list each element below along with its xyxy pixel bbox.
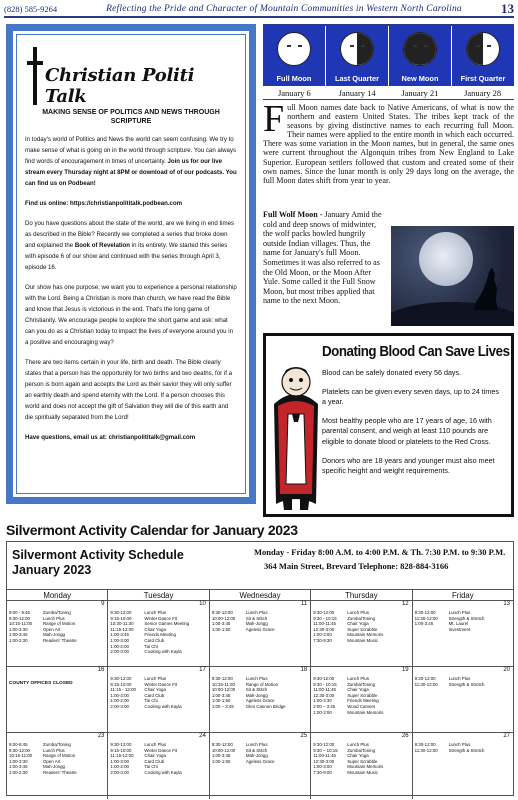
activity-item: 1:00-1:50 Ageless Grace: [211, 758, 275, 764]
activity-item: 2:00 – 3:45 Wood Carvers: [313, 703, 376, 709]
day-number: 9: [101, 601, 105, 607]
day-headers: [7, 589, 513, 601]
calendar-grid: [7, 589, 513, 799]
activity-item: 7:30-9:00 Mountain Music: [313, 769, 378, 775]
activity-item: 1:00-3:45 Mt. Laurel: [414, 621, 469, 627]
activity-item: 9:30-12:00 Lunch Plus: [313, 676, 369, 681]
day-header-wednesday: Wednesday: [210, 590, 311, 600]
day-number: 10: [199, 601, 206, 607]
day-header-thursday: Thursday: [311, 590, 412, 600]
calendar-day: [413, 733, 513, 799]
schedule-title: Silvermont Activity Schedule January 2023: [12, 548, 184, 577]
day-number: 13: [503, 601, 511, 607]
activity-item: 12:30-3:00 Super Scrabble: [313, 626, 378, 632]
activity-calendar: [6, 541, 514, 796]
calendar-header: [7, 542, 513, 589]
cpt-livestream-text: Join us for our live stream every Thursday night at 8PM or download of of our podcasts. You can find us on Podbean!: [25, 158, 237, 187]
cpt-paragraph-4: Our show has one purpose; we want you to experience a personal relationship with the Lord. Being a Christian is more than church, we have read the Bible and know that Jesus is victorious in the end. That's the long game of Christianity. We encourage people to explore the short game and ask: what can you do as a Christian today to impact the lives of everyone around you in a positive and encouraging way?: [25, 284, 237, 346]
calendar-week: [7, 601, 513, 667]
activity-item: 9:30 - 10:15 Zumba/Toning: [313, 681, 376, 687]
activity-item: 1:00-2:30 Readers' Theatre: [9, 637, 77, 643]
activity-item: 11:15-12:00 Chair Yoga: [110, 753, 166, 759]
activity-item: 11:00-11:45 Chair Yoga: [313, 753, 369, 759]
calendar-day: [7, 733, 108, 799]
moon-phase-date: January 21: [401, 87, 439, 98]
activity-item: 9:30 - 10:15 Zumba/Toning: [313, 615, 376, 621]
activity-item: 1:00-2:00 Tai Chi: [110, 698, 158, 704]
calendar-day: [210, 733, 311, 799]
activity-item: 9:15-10:00 Winter Dance Fit: [110, 747, 178, 753]
activity-item: 1:00-1:50 Ageless Grace: [211, 698, 275, 704]
activity-item: 9:30-12:00 Lunch Plus: [313, 610, 369, 615]
activity-item: 1:00-2:00 Tai Chi: [110, 643, 158, 649]
activity-item: 2:00-3:00 Cooking with Kayla: [110, 649, 182, 655]
calendar-day: [311, 667, 412, 732]
day-number: 18: [300, 667, 308, 673]
activity-item: 10:00-12:00 Sit & Stitch: [211, 687, 268, 693]
activity-item: 10:00-12:00 Sit & Stitch: [211, 747, 268, 753]
activity-item: Investment: [448, 626, 471, 632]
activity-item: 10:00-12:00 Sit & Stitch: [211, 615, 268, 621]
activity-item: 1:00-2:00 Tai Chi: [110, 764, 158, 770]
calendar-week: [7, 733, 513, 799]
activity-item: 9:30-12:00 Lunch Plus: [110, 676, 167, 681]
activity-item: 1:00-3:00 Mountain Memoirs: [313, 709, 384, 715]
activity-item: 1:00-3:00 Mountain Memoirs: [313, 632, 384, 638]
moon-phase-label: First Quarter: [460, 74, 506, 83]
day-number: 24: [199, 733, 206, 739]
day-header-friday: Friday: [451, 591, 474, 600]
activity-item: 9:15-10:00 Winter Dance Fit: [110, 681, 178, 687]
activity-item: 9:30-12:00 Lunch Plus: [9, 747, 65, 753]
activity-item: 1:00-3:00 Card Club: [110, 758, 165, 764]
calendar-day: [311, 601, 412, 666]
activity-item: 10:15-11:00 Range of Motion: [211, 681, 279, 687]
cpt-paragraph-6[interactable]: Have questions, email us at: christianpolititalk@gmail.com: [25, 434, 196, 441]
activity-item: 9:30-12:00 Lunch Plus: [313, 742, 369, 747]
moon-phase-date: January 28: [464, 87, 502, 98]
activity-item: 1:00-3:00 Mountain Memoirs: [313, 764, 384, 770]
activity-item: 12:30-3:00 Super Scrabble: [313, 692, 378, 698]
header-phone: (828) 585-9264: [4, 4, 58, 14]
blood-fact-2: Platelets can be given every seven days, up to 24 times a year.: [322, 386, 499, 407]
activity-item: 2:00-3:00 Cooking with Kayla: [110, 769, 182, 775]
activity-item: 9:30-12:00 Lunch Plus: [414, 742, 471, 747]
moon-phase-first: [452, 26, 514, 86]
calendar-day: [413, 601, 513, 666]
wolf-moon-image: [391, 226, 514, 326]
article-body: ull Moon names date back to Native Americans, of what is now the northern and eastern United States. The tribes kept track of the seasons by giving distinctive names to each recurring full Moon. Their names were applied to the entire month in which each occurred. There was some variation in the Moon names, but in general, the same ones were current throughout the Algonquin tribes from New England to Lake Superior. European settlers followed that custom and created some of their own names. Since the lunar month is only 29 days long on the average, the full Moon dates shift from year to year.: [263, 103, 514, 185]
activity-item: 9:30-12:00 Lunch Plus: [211, 742, 268, 747]
schedule-hours: Monday - Friday 8:00 A.M. to 4:00 P.M. & Th. 7:30 P.M. to 9:30 P.M.: [254, 547, 506, 557]
blood-title: Donating Blood Can Save Lives: [322, 344, 510, 360]
cpt-logo: [25, 41, 237, 105]
moon-phase-label: Full Moon: [276, 74, 312, 83]
activity-item: 10:15-11:00 Range of Motion: [9, 753, 76, 759]
activity-item: 11:30-12:00 Strength & Stretch: [414, 681, 485, 687]
activity-item: 10:30-11:30 Senior Games Meeting: [110, 621, 190, 627]
activity-item: 9:00-9:45 Zumba/Toning: [9, 742, 71, 747]
activity-item: 11:30-12:00 Strength & Stretch: [414, 615, 485, 621]
howling-wolf-icon: [470, 268, 500, 310]
activity-item: 1:00-3:45 Mah-Jongg: [211, 753, 268, 759]
activity-item: 1:00-3:45 Mah-Jongg: [9, 632, 65, 638]
day-number: 17: [199, 667, 206, 673]
full-moon-icon: [277, 32, 311, 66]
schedule-info: [254, 545, 505, 573]
page-number: 13: [501, 1, 514, 16]
article-dropcap: F: [263, 98, 285, 140]
activity-item: 9:30-12:00 Lunch Plus: [211, 610, 268, 615]
moon-phase-label: New Moon: [401, 74, 439, 83]
cpt-paragraph-3: Do you have questions about the state of the world, are we living in end times as described in the Bible? Recently we completed a series that broke down and explained the Book of Revelation in its entirety. We started this series with episode 6 of our show and continued with the series through April 3, episode 16.: [25, 220, 235, 271]
activity-item: 11:00-11:45 Chair Yoga: [313, 687, 369, 693]
day-number: 20: [503, 667, 511, 673]
activity-item: 1:00-3:45 Mah-Jongg: [211, 621, 268, 627]
activity-item: 11:15 - 12:00 Chair Yoga: [110, 687, 166, 693]
moon-phase-new: [389, 26, 452, 86]
activity-item: 9:30-12:00 Lunch Plus: [414, 610, 471, 615]
calendar-day: [210, 667, 311, 732]
day-number: 12: [401, 601, 409, 607]
activity-item: 9:15-10:00 Winter Dance Fit: [110, 615, 178, 621]
moon-phase-date: January 6: [277, 87, 311, 98]
activity-item: 9:30 – 10:15 Zumba/Toning: [313, 747, 376, 753]
activity-item: 1:00-3:00 Card Club: [110, 637, 165, 643]
moon-phase-full: [263, 26, 326, 86]
page-header: [4, 2, 514, 18]
activity-item: 1:00-1:50 Ageless Grace: [211, 626, 275, 632]
header-tagline: Reflecting the Pride and Character of Mountain Communities in Western North Carolina: [106, 4, 462, 14]
blood-fact-3: Most healthy people who are 17 years of age, 16 with parental consent, and weigh at least 110 pounds are eligible to donate blood or platelets to the Red Cross.: [322, 415, 492, 446]
wolf-moon-title: Full Wolf Moon: [263, 210, 318, 219]
closed-notice: COUNTY OFFICES CLOSED: [9, 681, 73, 686]
day-number: 27: [503, 733, 511, 739]
calendar-day: [210, 601, 311, 666]
activity-item: 9:30-12:00 Lunch Plus: [110, 610, 167, 615]
moon-icon: [419, 232, 473, 286]
day-number: 23: [97, 733, 105, 739]
calendar-day: [413, 667, 513, 732]
day-header-monday: Monday: [7, 590, 108, 600]
activity-item: 11:30-12:00 Strength & Stretch: [414, 747, 485, 753]
activity-item: 10:15-11:00 Range of Motion: [9, 621, 76, 627]
moon-phase-date: January 14: [338, 87, 376, 98]
calendar-day: [108, 601, 209, 666]
activity-item: 11:00-11:45 Chair Yoga: [313, 621, 369, 627]
activity-item: 9:30-12:00 Lunch Plus: [110, 742, 167, 747]
moon-phase-label: Last Quarter: [335, 74, 379, 83]
activity-item: 1:00 – 3:45 Glen Cannon Bridge: [211, 703, 286, 709]
activity-item: 1:00-3:30 Open Art: [9, 758, 61, 764]
first-moon-icon: [466, 32, 500, 66]
moon-phase-dates: [263, 86, 514, 100]
activity-item: 7:30-9:30 Mountain Music: [313, 637, 378, 643]
cpt-paragraph-1: In today's world of Politics and News the world can seem confusing. We try to make sense of what is going on in the world through scripture. You can always find words of encouragement in times of uncertainty. Join us for our live stream every Thursday night at 8PM or download of of our podcasts. You can find us on Podbean!: [25, 136, 237, 187]
activity-item: 9:30-12:00 Lunch Plus: [9, 615, 65, 621]
moon-article: [263, 98, 514, 185]
cpt-paragraph-2[interactable]: Find us online: https://christianpolititalk.podbean.com: [25, 200, 183, 207]
calendar-section-title: Silvermont Activity Calendar for January 2023: [6, 522, 298, 538]
calendar-day: [108, 667, 209, 732]
activity-item: 1:00-3:00 Card Club: [110, 692, 165, 698]
activity-item: 1:00-3:30 Open Art: [9, 626, 61, 632]
activity-item: 9:30-12:00 Lunch Plus: [211, 676, 268, 681]
activity-item: 1:00-2:30 Readers' Theatre: [9, 769, 77, 775]
moon-phase-images: [263, 26, 514, 86]
activity-item: 2:00-3:00 Cooking with Kayla: [110, 703, 182, 709]
moon-phase-last: [326, 26, 389, 86]
calendar-day: [7, 667, 108, 732]
cross-icon: [27, 47, 43, 105]
calendar-day: [311, 733, 412, 799]
blood-fact-1: Blood can be safely donated every 56 days.: [322, 368, 462, 377]
new-moon-icon: [403, 32, 437, 66]
activity-item: 12:30-3:00 Super Scrabble: [313, 758, 378, 764]
wolf-moon-section: [263, 210, 514, 330]
christian-politi-talk-ad: [6, 24, 256, 504]
activity-item: 9:00 - 9:45 Zumba/Toning: [9, 610, 71, 615]
activity-item: 1:00-3:45 Mah-Jongg: [9, 764, 65, 770]
activity-item: 11:15-12:00 Chair Yoga: [110, 626, 166, 632]
schedule-address: 364 Main Street, Brevard Telephone: 828-884-3166: [264, 561, 449, 571]
blood-fact-4: Donors who are 18 years and younger must also meet specific height and weight requirements.: [322, 455, 495, 476]
activity-item: 9:30-12:00 Lunch Plus: [414, 676, 471, 681]
calendar-week: [7, 667, 513, 733]
vampire-icon: [270, 344, 322, 514]
day-number: 26: [401, 733, 409, 739]
wolf-moon-text: Full Wolf Moon - January Amid the cold and deep snows of midwinter, the wolf packs howled hungrily outside Indian villages. Thus, the name for January's full Moon. Sometimes it was also referred to as the Old Moon, or the Moon After Yule. Some called it the Full Snow Moon, but most tribes applied that name to the next Moon.: [263, 210, 382, 306]
calendar-day: [108, 733, 209, 799]
day-number: 25: [300, 733, 308, 739]
cpt-logo-text: Christian Politi Talk: [45, 65, 195, 107]
activity-item: 1:00-3:30 Friends Meeting: [313, 698, 379, 704]
cpt-subtitle: MAKING SENSE OF POLITICS AND NEWS THROUGH SCRIPTURE: [42, 107, 220, 125]
day-number: 11: [300, 601, 308, 607]
day-number: 16: [97, 667, 105, 673]
day-number: 19: [401, 667, 409, 673]
activity-item: 1:00-3:45 Mah-Jongg: [211, 692, 268, 698]
last-moon-icon: [340, 32, 374, 66]
day-header-tuesday: Tuesday: [108, 590, 209, 600]
calendar-day: [7, 601, 108, 666]
activity-item: 1:00-3:45 Friends Meeting: [110, 632, 176, 638]
cpt-paragraph-5: There are two items certain in your life, birth and death. The Bible clearly states that a person has the opportunity for two births and two deaths, for if a person is born again and accepts the Lord as their savior they will only suffer an earthly death and spend eternity with the Lord. If a person chooses this world and does not accept the gift of Salvation they will die of this earth and die spiritually separated from the Lord!: [25, 359, 232, 421]
blood-donation-ad: [263, 333, 514, 517]
